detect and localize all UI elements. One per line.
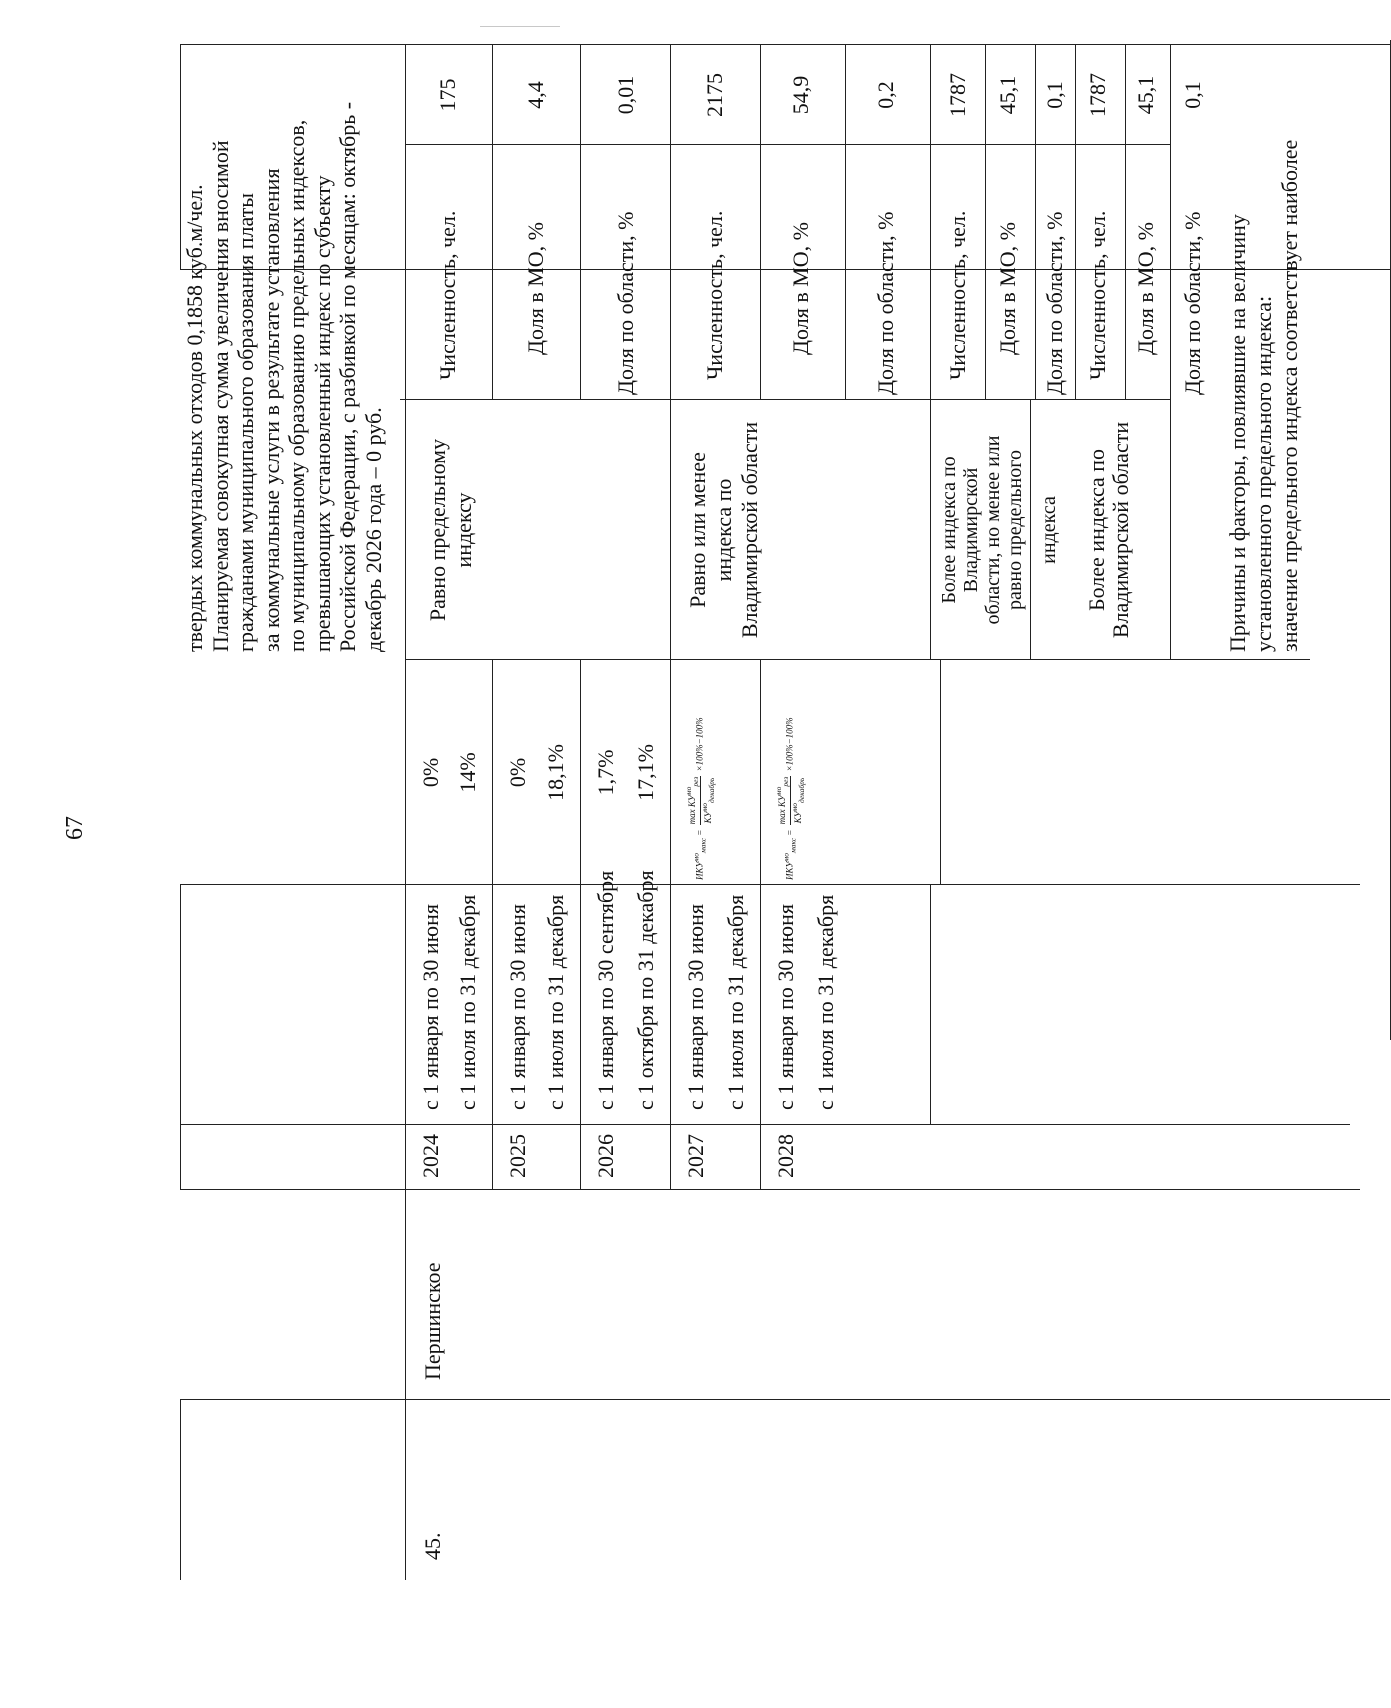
notes-line: по муниципальному образованию предельных индексов, bbox=[284, 119, 309, 652]
table-top-border bbox=[180, 1400, 181, 1580]
group-label-line: Владимирской области bbox=[1108, 421, 1133, 639]
formula-lhs: ИКУ bbox=[784, 861, 795, 880]
formula-fraction bbox=[685, 776, 716, 826]
formula-fraction bbox=[775, 776, 806, 826]
formula-lhs-sup: мо bbox=[781, 853, 791, 862]
row-separator bbox=[670, 885, 671, 1125]
rotated-table bbox=[180, 40, 1390, 1580]
metric-value: 2175 bbox=[702, 73, 727, 117]
formula-lhs-sub: макс bbox=[698, 837, 708, 854]
row-separator bbox=[580, 660, 581, 885]
group-label-line: Равно предельному bbox=[425, 438, 450, 622]
formula-denominator bbox=[791, 776, 806, 826]
group-label bbox=[425, 400, 477, 660]
metric-label: Доля в МО, % bbox=[995, 222, 1020, 355]
row-separator bbox=[760, 660, 761, 885]
index-value: 14% bbox=[455, 752, 480, 793]
formula-numerator bbox=[685, 776, 701, 826]
period-cell: с 1 октября по 31 декабря bbox=[633, 870, 658, 1110]
group-label-line: индекса bbox=[1038, 496, 1060, 564]
row-separator bbox=[985, 45, 986, 400]
formula-num-text: max КУ bbox=[687, 795, 697, 825]
notes-line: превышающих установленный индекс по субъекту bbox=[309, 175, 335, 652]
row-separator bbox=[492, 885, 493, 1125]
formula-num-sup: мо bbox=[774, 786, 783, 796]
formula-denominator bbox=[701, 776, 716, 826]
row-separator bbox=[930, 885, 931, 1125]
row-separator bbox=[1170, 45, 1171, 660]
footer-line: Причины и факторы, повлиявшие на величину bbox=[1225, 214, 1250, 652]
formula-tail: ×100%−100% bbox=[694, 717, 705, 772]
group-label bbox=[1038, 400, 1060, 660]
row-separator bbox=[940, 660, 941, 885]
period-cell: с 1 июля по 31 декабря bbox=[543, 894, 568, 1110]
metric-label: Доля по области, % bbox=[1042, 211, 1067, 395]
formula-lhs: ИКУ bbox=[694, 861, 705, 880]
formula-num-sup: мо bbox=[684, 786, 693, 796]
metric-label: Доля в МО, % bbox=[788, 222, 813, 355]
col-divider bbox=[405, 659, 1310, 660]
group-label-line: Равно или менее bbox=[685, 452, 710, 608]
formula-lhs-sup: мо bbox=[691, 853, 701, 862]
period-cell: с 1 января по 30 июня bbox=[773, 903, 798, 1110]
footer-line: значение предельного индекса соответствует наиболее bbox=[1277, 139, 1302, 652]
formula-den-sub: декабрь bbox=[796, 777, 806, 803]
group-label-line: индекса по bbox=[711, 478, 736, 582]
group-label bbox=[938, 400, 1026, 660]
notes-line: Планируемая совокупная сумма увеличения вносимой bbox=[207, 140, 233, 652]
row-separator bbox=[760, 1125, 761, 1190]
notes-line: декабрь 2026 года – 0 руб. bbox=[360, 407, 386, 652]
row-separator bbox=[930, 45, 931, 660]
period-cell: с 1 июля по 31 декабря bbox=[455, 894, 480, 1110]
group-label bbox=[685, 400, 763, 660]
metric-value: 0,2 bbox=[873, 81, 898, 109]
metric-label: Доля по области, % bbox=[613, 211, 638, 395]
row-separator bbox=[580, 885, 581, 1125]
group-label bbox=[1085, 400, 1133, 660]
period-cell: с 1 января по 30 июня bbox=[505, 903, 530, 1110]
metric-value: 1787 bbox=[945, 73, 970, 117]
scan-speck bbox=[480, 26, 560, 27]
formula-eq: = bbox=[784, 829, 795, 836]
formula-numerator bbox=[775, 776, 791, 826]
metric-label: Доля по области, % bbox=[873, 211, 898, 395]
year-cell: 2025 bbox=[505, 1134, 530, 1178]
year-cell: 2024 bbox=[418, 1134, 443, 1178]
year-cell: 2026 bbox=[593, 1134, 618, 1178]
index-formula bbox=[775, 665, 806, 880]
row-separator bbox=[492, 660, 493, 885]
index-value: 1,7% bbox=[593, 749, 618, 796]
notes-line: Российской Федерации, с разбивкой по месяцам: октябрь - bbox=[335, 101, 360, 652]
formula-num-sub: рез bbox=[690, 776, 700, 787]
metric-value: 1787 bbox=[1085, 73, 1110, 117]
notes-footer bbox=[1225, 140, 1303, 652]
row-separator bbox=[1075, 45, 1076, 400]
index-value: 0% bbox=[505, 757, 530, 788]
group-label-line: области, но менее или bbox=[982, 435, 1004, 625]
period-cell: с 1 июля по 31 декабря bbox=[723, 894, 748, 1110]
metric-value: 175 bbox=[435, 78, 460, 112]
formula-tail: ×100%−100% bbox=[784, 717, 795, 772]
row-separator bbox=[760, 45, 761, 400]
group-label-line: Более индекса по bbox=[938, 456, 960, 604]
group-label-line: Владимирской области bbox=[737, 421, 762, 639]
footer-line: установленного предельного индекса: bbox=[1251, 295, 1276, 652]
metric-value: 0,1 bbox=[1042, 81, 1067, 109]
row-separator bbox=[580, 1125, 581, 1190]
formula-num-text: max КУ bbox=[777, 795, 787, 825]
municipality-name: Першинское bbox=[420, 1262, 445, 1380]
table-top-border bbox=[180, 45, 181, 270]
metric-value: 45,1 bbox=[995, 75, 1020, 115]
row-separator bbox=[1035, 45, 1036, 400]
formula-den-sub: декабрь bbox=[706, 777, 716, 803]
formula-den-text: КУ bbox=[793, 811, 804, 824]
row-separator bbox=[670, 45, 671, 660]
index-value: 18,1% bbox=[543, 744, 568, 801]
metric-label: Численность, чел. bbox=[1085, 210, 1110, 380]
metric-label: Доля в МО, % bbox=[523, 222, 548, 355]
year-cell: 2027 bbox=[683, 1134, 708, 1178]
col-divider bbox=[180, 1189, 1360, 1190]
row-separator bbox=[670, 1125, 671, 1190]
formula-lhs-sub: макс bbox=[788, 837, 798, 854]
year-cell: 2028 bbox=[773, 1134, 798, 1178]
metric-value: 4,4 bbox=[523, 81, 548, 109]
metric-label: Численность, чел. bbox=[702, 210, 727, 380]
table-top-border bbox=[180, 885, 181, 1190]
period-cell: с 1 января по 30 сентября bbox=[593, 870, 618, 1110]
col-divider bbox=[180, 44, 1390, 45]
col-divider bbox=[180, 1399, 1390, 1400]
metric-value: 0,1 bbox=[1180, 81, 1205, 109]
notes-paragraph bbox=[182, 102, 386, 652]
notes-line: гражданами муниципального образования платы bbox=[233, 192, 258, 652]
row-separator bbox=[760, 885, 761, 1125]
formula-num-sub: рез bbox=[780, 776, 790, 787]
metric-label: Численность, чел. bbox=[435, 210, 460, 380]
row-separator bbox=[1125, 45, 1126, 400]
formula-den-sup: мо bbox=[790, 802, 800, 812]
row-separator bbox=[670, 660, 671, 885]
metric-value: 45,1 bbox=[1133, 75, 1158, 115]
period-cell: с 1 июля по 31 декабря bbox=[813, 894, 838, 1110]
metric-label: Доля по области, % bbox=[1180, 211, 1205, 395]
notes-line: твердых коммунальных отходов 0,1858 куб.м/чел. bbox=[182, 184, 207, 652]
formula-den-text: КУ bbox=[703, 811, 714, 824]
index-value: 0% bbox=[418, 757, 443, 788]
period-cell: с 1 января по 30 июня bbox=[418, 903, 443, 1110]
group-label-line: равно предельного bbox=[1004, 450, 1026, 610]
row-separator bbox=[492, 1125, 493, 1190]
metric-value: 0,01 bbox=[613, 75, 638, 115]
col-divider bbox=[180, 884, 1360, 885]
notes-line: за коммунальные услуги в результате установления bbox=[258, 168, 284, 652]
group-label-line: Владимирской bbox=[960, 467, 982, 593]
table-border bbox=[405, 45, 406, 1580]
formula-den-sup: мо bbox=[700, 802, 710, 812]
group-label-line: индексу bbox=[451, 492, 476, 568]
row-separator bbox=[580, 45, 581, 400]
col-divider bbox=[180, 1124, 1350, 1125]
group-label-line: Более индекса по bbox=[1084, 448, 1109, 612]
index-value: 17,1% bbox=[633, 744, 658, 801]
row-number: 45. bbox=[420, 1532, 445, 1560]
metric-value: 54,9 bbox=[788, 75, 813, 115]
row-separator bbox=[1030, 400, 1031, 660]
metric-label: Численность, чел. bbox=[945, 210, 970, 380]
row-separator bbox=[492, 45, 493, 400]
index-formula bbox=[685, 665, 716, 880]
page-number: 67 bbox=[62, 816, 88, 840]
period-cell: с 1 января по 30 июня bbox=[683, 903, 708, 1110]
metric-label: Доля в МО, % bbox=[1133, 222, 1158, 355]
formula-eq: = bbox=[694, 829, 705, 836]
row-separator bbox=[845, 45, 846, 400]
